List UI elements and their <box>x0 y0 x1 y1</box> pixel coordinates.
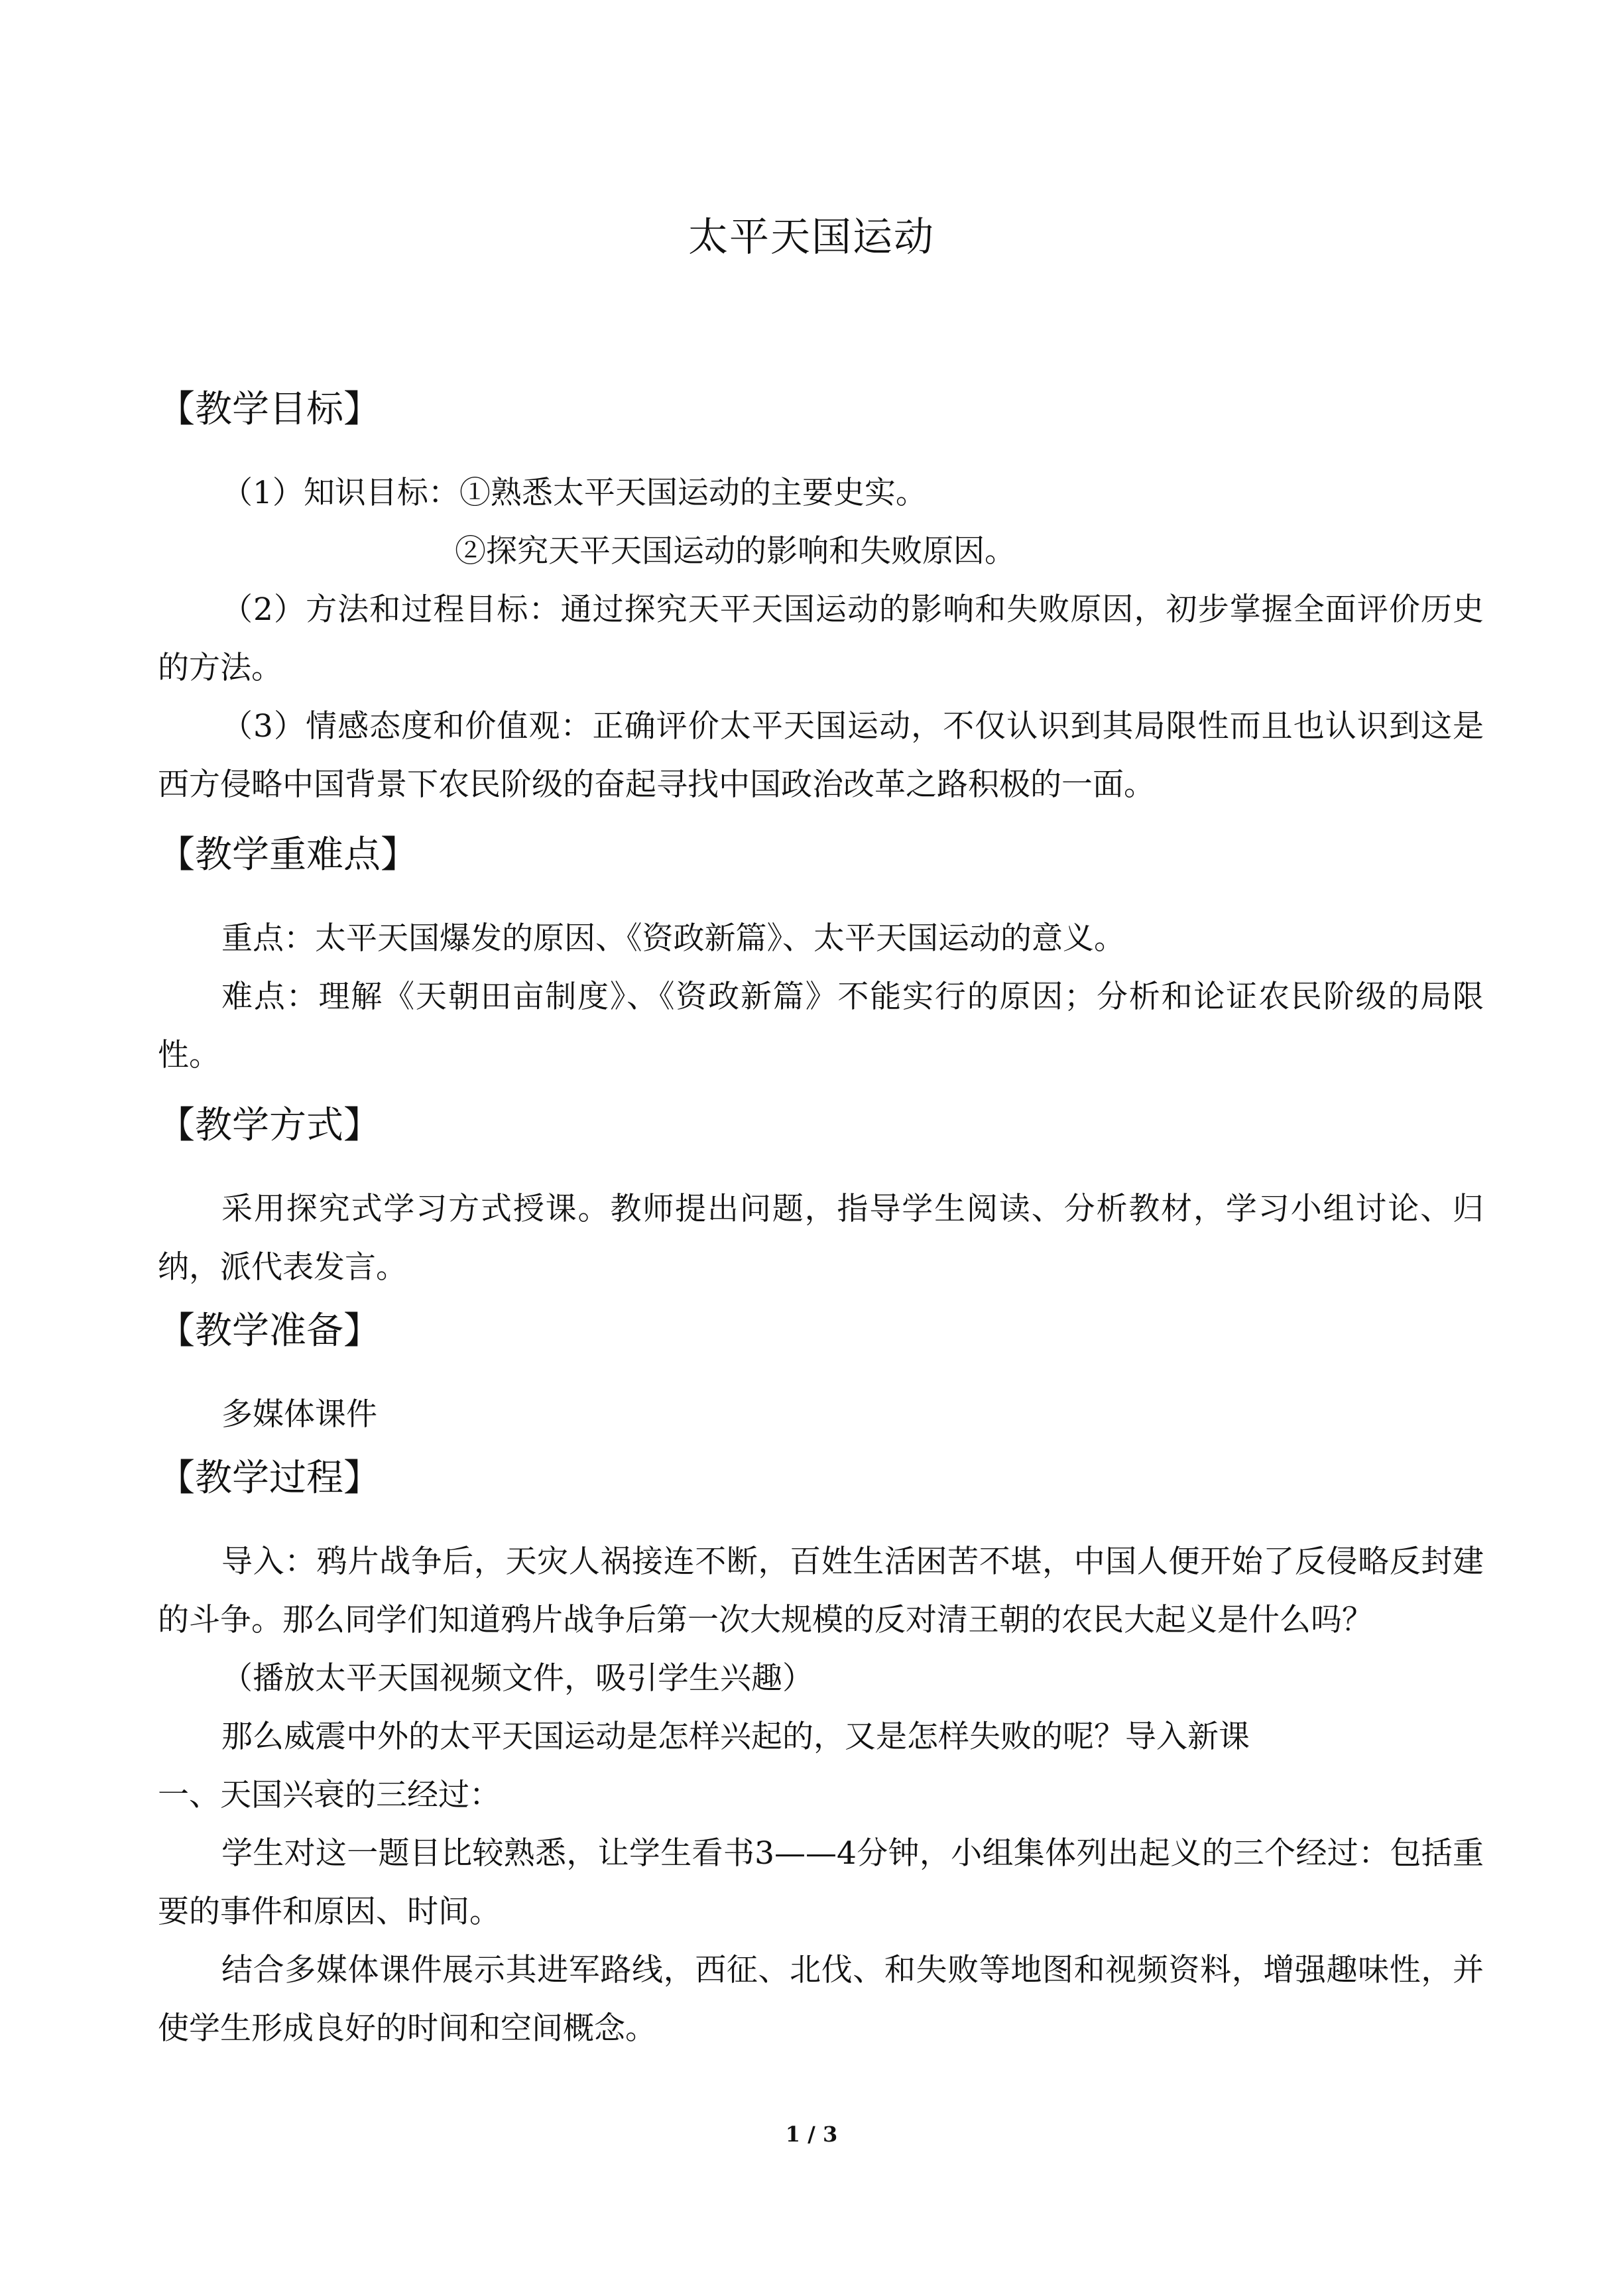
difficult-point: 难点：理解《天朝田亩制度》、《资政新篇》不能实行的原因；分析和论证农民阶级的局限性。 <box>158 979 1484 1073</box>
goal-knowledge: （1）知识目标：①熟悉太平天国运动的主要史实。 <box>221 475 927 511</box>
process-video-note: （播放太平天国视频文件，吸引学生兴趣） <box>221 1660 813 1697</box>
section-heading-prep: 【教学准备】 <box>158 1309 381 1353</box>
prep-text: 多媒体课件 <box>221 1396 377 1433</box>
process-lead-in: 那么威震中外的太平天国运动是怎样兴起的，又是怎样失败的呢？导入新课 <box>221 1719 1250 1755</box>
key-point: 重点：太平天国爆发的原因、《资政新篇》、太平天国运动的意义。 <box>221 920 1125 957</box>
process-subheading-1: 一、天国兴衰的三经过： <box>158 1777 501 1813</box>
goal-method: （2）方法和过程目标：通过探究天平天国运动的影响和失败原因，初步掌握全面评价历史的方法。 <box>158 591 1484 686</box>
process-activity: 学生对这一题目比较熟悉，让学生看书3——4分钟，小组集体列出起义的三个经过：包括重要的事件和原因、时间。 <box>158 1835 1484 1930</box>
process-multimedia: 结合多媒体课件展示其进军路线，西征、北伐、和失败等地图和视频资料，增强趣味性，并使学生形成良好的时间和空间概念。 <box>158 1952 1484 2047</box>
section-heading-goals: 【教学目标】 <box>158 388 381 431</box>
goal-emotion: （3）情感态度和价值观：正确评价太平天国运动，不仅认识到其局限性而且也认识到这是西方侵略中国背景下农民阶级的奋起寻找中国政治改革之路积极的一面。 <box>158 708 1484 803</box>
process-intro: 导入：鸦片战争后，天灾人祸接连不断，百姓生活困苦不堪，中国人便开始了反侵略反封建的斗争。那么同学们知道鸦片战争后第一次大规模的反对清王朝的农民大起义是什么吗？ <box>158 1543 1484 1638</box>
goal-knowledge-2: ②探究天平天国运动的影响和失败原因。 <box>455 533 1016 570</box>
section-heading-process: 【教学过程】 <box>158 1457 381 1500</box>
section-heading-keypoints: 【教学重难点】 <box>158 833 418 876</box>
page-number: 1 / 3 <box>785 2122 838 2147</box>
section-heading-method: 【教学方式】 <box>158 1104 381 1147</box>
document-title: 太平天国运动 <box>688 214 935 261</box>
method-text: 采用探究式学习方式授课。教师提出问题，指导学生阅读、分析教材，学习小组讨论、归纳，派代表发言。 <box>158 1191 1484 1286</box>
